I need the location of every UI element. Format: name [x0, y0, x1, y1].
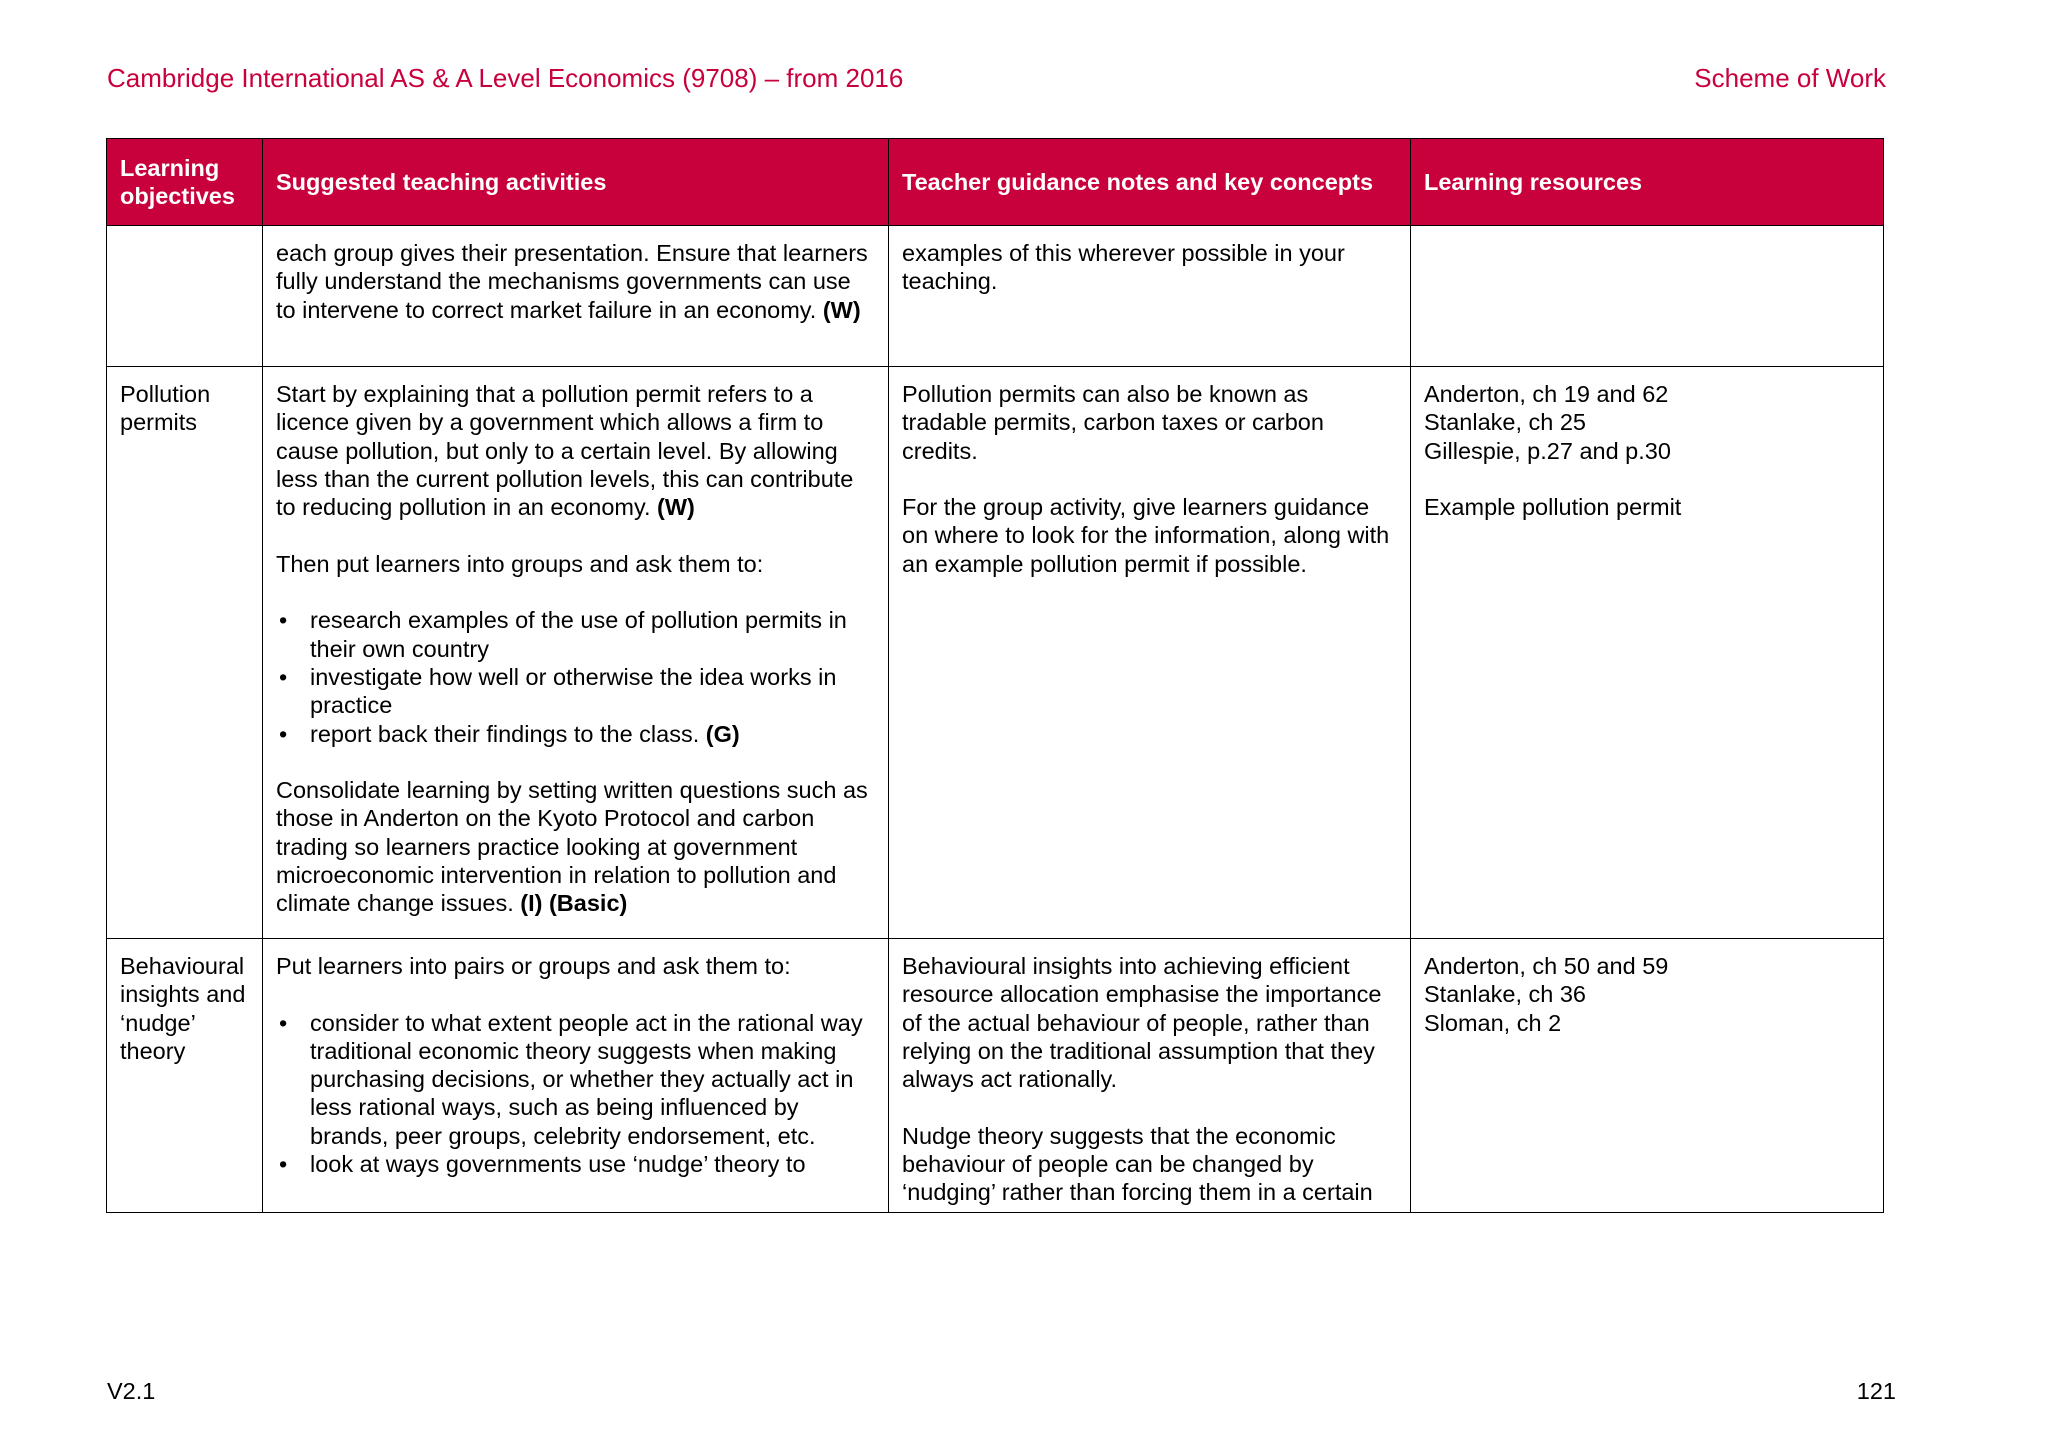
resource-line: Stanlake, ch 25: [1424, 409, 1586, 436]
scheme-of-work-table: [106, 138, 1884, 1213]
guidance-cell: [889, 939, 1411, 1213]
activities-text: Start by explaining that a pollution permit refers to a licence given by a government which allows a firm to cause pollution, but only to a certain level. By allowing less than the current pollution levels, this can contribute to reducing pollution in an economy.: [276, 381, 854, 521]
list-item: • look at ways governments use ‘nudge’ theory to: [276, 1150, 876, 1178]
guidance-text: examples of this wherever possible in your teaching.: [902, 240, 1345, 295]
activities-cell: [263, 226, 889, 367]
activities-text: Then put learners into groups and ask them to:: [276, 550, 764, 577]
activities-list: [276, 1009, 876, 1179]
activities-cell: [263, 367, 889, 939]
resource-line: Gillespie, p.27 and p.30: [1424, 437, 1671, 464]
col-header-activities: Suggested teaching activities: [263, 139, 889, 226]
list-item: • investigate how well or otherwise the idea works in practice: [276, 663, 876, 720]
activities-text: Put learners into pairs or groups and ask them to:: [276, 953, 791, 979]
col-header-resources: Learning resources: [1411, 139, 1884, 226]
document-title: Cambridge International AS & A Level Economics (9708) – from 2016: [107, 63, 904, 93]
guidance-cell: [889, 226, 1411, 367]
activities-text: Consolidate learning by setting written questions such as those in Anderton on the Kyoto Protocol and carbon trading so learners practice looking at government microeconomic intervention in relation to pollution and climate change issues.: [276, 777, 868, 917]
resource-line: Stanlake, ch 36: [1424, 981, 1586, 1008]
list-item: [276, 720, 876, 748]
list-item: • consider to what extent people act in the rational way traditional economic theory suggests when making purchasing decisions, or whether they actually act in less rational ways, such as being influenced by brands, peer groups, celebrity endorsement, etc.: [276, 1009, 876, 1150]
activities-text: each group gives their presentation. Ensure that learners fully understand the mechanisms governments can use to intervene to correct market failure in an economy.: [276, 240, 868, 323]
resources-cell: [1411, 226, 1884, 367]
resources-cell: [1411, 939, 1884, 1213]
table-row: [107, 367, 1884, 939]
objective-cell: Pollution permits: [107, 367, 263, 939]
guidance-text: Pollution permits can also be known as tradable permits, carbon taxes or carbon credits.: [902, 381, 1324, 464]
activity-tag: (W): [657, 494, 695, 521]
table-header-row: [107, 139, 1884, 226]
list-item-text: report back their findings to the class.: [310, 720, 700, 747]
objective-cell: Behavioural insights and ‘nudge’ theory: [107, 939, 263, 1213]
activities-list: [276, 606, 876, 747]
resource-line: Anderton, ch 50 and 59: [1424, 953, 1669, 979]
resources-cell: [1411, 367, 1884, 939]
col-header-objectives: Learning objectives: [107, 139, 263, 226]
activity-tag: (W): [822, 296, 861, 323]
objective-cell: [107, 226, 263, 367]
table-row: [107, 939, 1884, 1213]
activity-tag: (G): [705, 720, 740, 747]
activities-cell: [263, 939, 889, 1213]
col-header-guidance: Teacher guidance notes and key concepts: [889, 139, 1411, 226]
table-row: [107, 226, 1884, 367]
resource-line: Sloman, ch 2: [1424, 1009, 1562, 1036]
guidance-cell: [889, 367, 1411, 939]
document-section: Scheme of Work: [1694, 63, 1886, 93]
resource-line: Anderton, ch 19 and 62: [1424, 381, 1669, 407]
resource-line: Example pollution permit: [1424, 494, 1682, 521]
guidance-text: For the group activity, give learners guidance on where to look for the information, along with an example pollution permit if possible.: [902, 494, 1390, 577]
guidance-text: Behavioural insights into achieving efficient resource allocation emphasise the importance of the actual behaviour of people, rather than relying on the traditional assumption that they always act rationally.: [902, 953, 1382, 1093]
list-item: • research examples of the use of pollution permits in their own country: [276, 606, 876, 663]
version-label: V2.1: [107, 1378, 156, 1404]
activity-tag: (I) (Basic): [520, 890, 628, 917]
guidance-text: Nudge theory suggests that the economic behaviour of people can be changed by ‘nudging’ rather than forcing them in a certain: [902, 1122, 1373, 1206]
page-number: 121: [1856, 1378, 1896, 1404]
